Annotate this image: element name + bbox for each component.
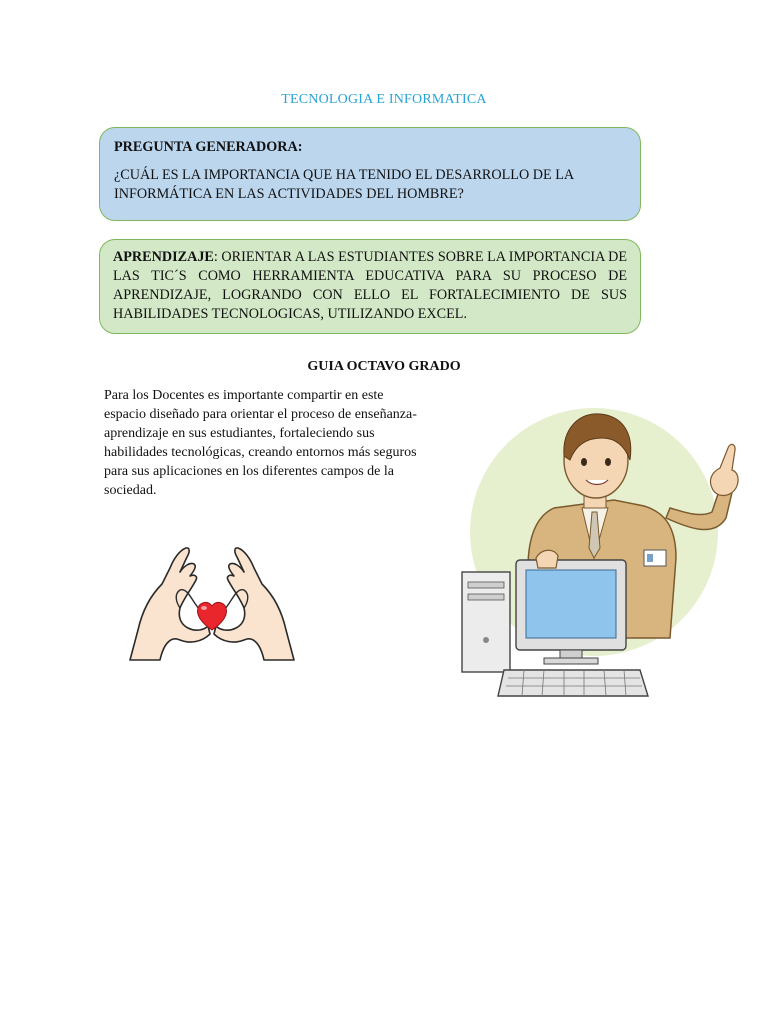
page-title: TECNOLOGIA E INFORMATICA (281, 92, 487, 107)
question-heading: PREGUNTA GENERADORA: (114, 139, 303, 155)
intro-paragraph: Para los Docentes es importante compartir en este espacio diseñado para orientar el proceso de enseñanza- aprendizaje en sus estudiantes, fortaleciendo sus habilidades tecnológicas, creando entornos más seguros para sus aplicaciones en los diferentes campos de la sociedad. (104, 388, 417, 498)
question-text: ¿CUÁL ES LA IMPORTANCIA QUE HA TENIDO EL DESARROLLO DE LA INFORMÁTICA EN LAS ACTIVIDADES DEL HOMBRE? (114, 167, 574, 202)
question-box (99, 127, 641, 221)
guide-title-text: GUIA OCTAVO GRADO (307, 359, 461, 374)
guide-title (0, 359, 768, 375)
teacher-computer-illustration (444, 408, 744, 704)
learning-label: APRENDIZAJE (113, 249, 214, 265)
learning-box (99, 239, 641, 334)
heart-hands-icon (124, 538, 300, 662)
learning-text: : ORIENTAR A LAS ESTUDIANTES SOBRE LA IMPORTANCIA DE LAS TIC´S COMO HERRAMIENTA EDUCATIVA PARA SU PROCESO DE APRENDIZAJE, LOGRANDO CON ELLO EL FORTALECIMIENTO DE SUS HABILIDADES TECNOLOGICAS, UTILIZANDO EXCEL. (113, 249, 627, 322)
